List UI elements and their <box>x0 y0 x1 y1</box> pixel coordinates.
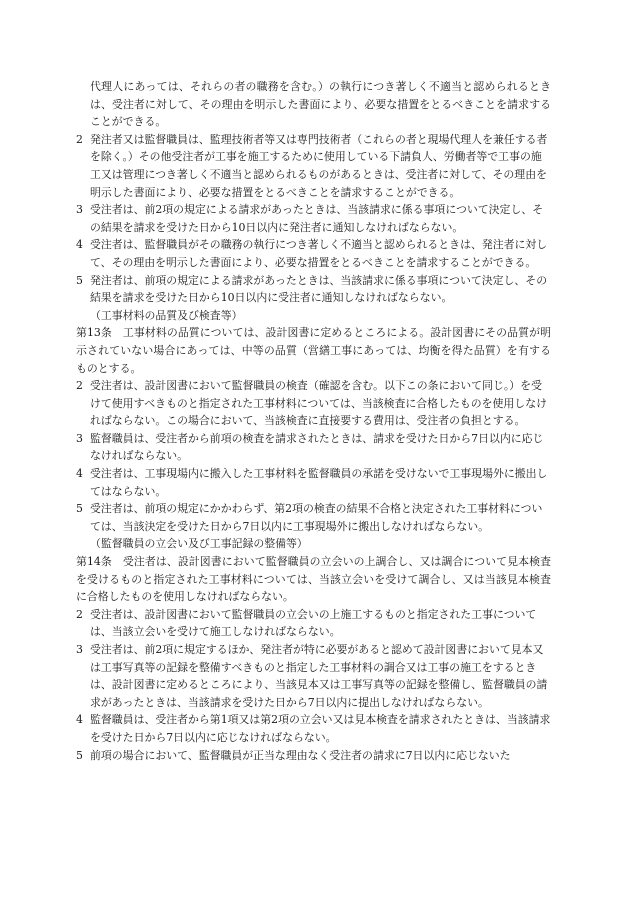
section-heading: （工事材料の品質及び検査等） <box>90 308 243 322</box>
paragraph-number: 2 <box>76 607 83 621</box>
numbered-paragraph <box>76 236 551 271</box>
section-heading: （監督職員の立会い及び工事記録の整備等） <box>90 537 308 551</box>
paragraph-text: 受注者は、監督職員がその職務の執行につき著しく不適当と認められるときは、発注者に対して、その理由を明示した書面により、必要な措置をとるべきことを請求することができる。 <box>90 238 548 269</box>
paragraph-number: 5 <box>76 748 83 762</box>
paragraph-number: 5 <box>76 273 83 287</box>
paragraph-text: 受注者は、前2項の規定による請求があったときは、当該請求に係る事項について決定し、その結果を請求を受けた日から10日以内に発注者に通知しなければならない。 <box>90 203 544 234</box>
paragraph-text: 監督職員は、受注者から第1項又は第2項の立会い又は見本検査を請求されたときは、当該請求を受けた日から7日以内に応じなければならない。 <box>90 713 551 744</box>
numbered-paragraph <box>76 272 551 307</box>
article-paragraph: 第14条 受注者は、設計図書において監督職員の立会いの上調合し、又は調合について見本検査を受けるものと指定された工事材料については、当該立会いを受けて調合し、又は当該見本検査に合格したものを使用しなければならない。 <box>76 555 551 604</box>
numbered-paragraph <box>76 430 551 465</box>
paragraph-number: 3 <box>76 431 83 445</box>
paragraph-text: 発注者又は監督職員は、監理技術者等又は専門技術者（これらの者と現場代理人を兼任する者を除く。）その他受注者が工事を施工するために使用している下請負人、労働者等で工事の施工又は管理につき著しく不適当と認められるものがあるときは、受注者に対して、その理由を明示した書面により、必要な措置をとるべきことを請求することができる。 <box>90 132 548 199</box>
numbered-paragraph <box>76 377 551 430</box>
numbered-paragraph <box>76 641 551 711</box>
paragraph-number: 2 <box>76 379 83 393</box>
paragraph-number: 5 <box>76 502 83 516</box>
paragraph-text: 受注者は、工事現場内に搬入した工事材料を監督職員の承諾を受けないで工事現場外に搬出してはならない。 <box>90 467 548 498</box>
paragraph-number: 2 <box>76 132 83 146</box>
paragraph-number: 3 <box>76 643 83 656</box>
paragraph-number: 4 <box>76 467 83 481</box>
paragraph-text: 受注者は、前2項に規定するほか、発注者が特に必要があると認めて設計図書において見本又は工事写真等の記録を整備すべきものと指定した工事材料の調合又は工事の施工をするときは、設計図書に定めるところにより、当該見本又は工事写真等の記録を整備し、監督職員の請求があったときは、当該請求を受けた日から7日以内に提出しなければならない。 <box>90 643 548 709</box>
paragraph-number: 4 <box>76 713 83 727</box>
paragraph-text: 受注者は、設計図書において監督職員の立会いの上施工するものと指定された工事については、当該立会いを受けて施工しなければならない。 <box>90 607 537 639</box>
paragraph-text: 受注者は、設計図書において監督職員の検査（確認を含む。以下この条において同じ。）を受けて使用すべきものと指定された工事材料については、当該検査に合格したものを使用しなければならない。この場合において、当該検査に直接要する費用は、受注者の負担とする。 <box>90 379 547 428</box>
paragraph-text: 受注者は、前項の規定にかかわらず、第2項の検査の結果不合格と決定された工事材料については、当該決定を受けた日から7日以内に工事現場外に搬出しなければならない。 <box>90 502 543 533</box>
paragraph-text: 発注者は、前項の規定による請求があったときは、当該請求に係る事項について決定し、その結果を請求を受けた日から10日以内に受注者に通知しなければならない。 <box>90 273 548 305</box>
paragraph-number: 3 <box>76 203 83 217</box>
paragraph-text: 前項の場合において、監督職員が正当な理由なく受注者の請求に7日以内に応じないた <box>90 748 511 762</box>
numbered-paragraph <box>76 747 551 765</box>
numbered-paragraph <box>76 201 551 236</box>
paragraph-text: 監督職員は、受注者から前項の検査を請求されたときは、請求を受けた日から7日以内に応じなければならない。 <box>90 431 544 463</box>
numbered-paragraph <box>76 711 551 746</box>
document-page <box>76 78 551 764</box>
numbered-paragraph <box>76 500 551 535</box>
continued-paragraph: 代理人にあっては、それらの者の職務を含む。）の執行につき著しく不適当と認められるときは、受注者に対して、その理由を明示した書面により、必要な措置をとるべきことを請求することができる。 <box>90 80 551 129</box>
numbered-paragraph <box>76 465 551 500</box>
numbered-paragraph <box>76 606 551 641</box>
numbered-paragraph <box>76 131 551 201</box>
paragraph-number: 4 <box>76 238 83 252</box>
article-paragraph: 第13条 工事材料の品質については、設計図書に定めるところによる。設計図書にその品質が明示されていない場合にあっては、中等の品質（営繕工事にあっては、均衡を得た品質）を有するものとする。 <box>76 326 551 375</box>
